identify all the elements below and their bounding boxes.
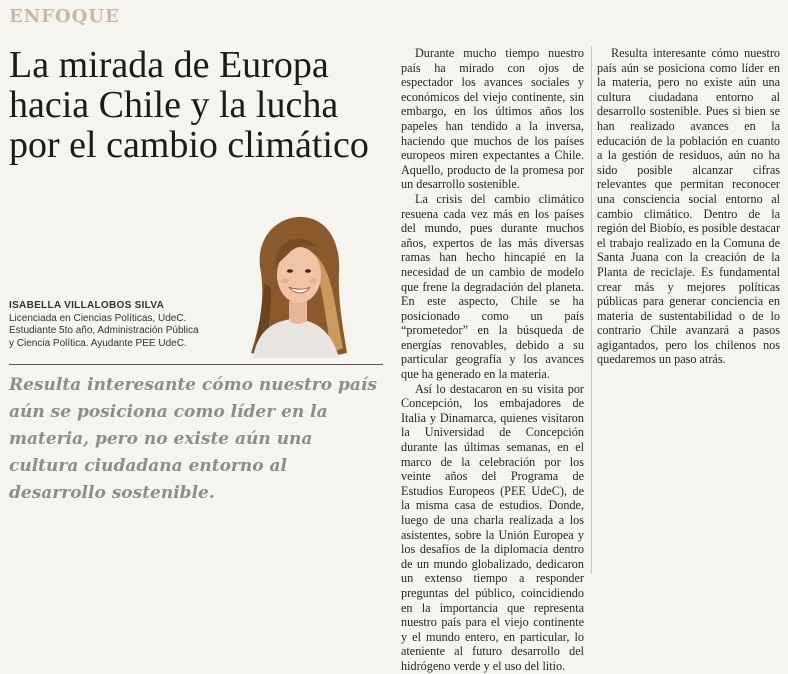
body-column-1 bbox=[401, 46, 584, 674]
body-paragraph: Así lo destacaron en su visita por Concepción, los embajadores de Italia y Dinamarca, quienes visitaron la Universidad de Concepción durante las últimas semanas, en el marco de la celebración por los veinte años del Programa de Estudios Europeos (PEE UdeC), de la misma casa de estudios. Donde, luego de una charla realizada a los asistentes, sobre la Unión Europea y los desafíos de la diplomacia dentro de un mundo globalizado, dedicaron un extenso tiempo a responder preguntas del público, coincidiendo en la importancia que representa nuestro país para el viejo continente y el mundo entero, en particular, lo atenientе al futuro desarrollo del hidrógeno verde y el uso del litio. bbox=[401, 381, 584, 673]
author-credential-3: y Ciencia Política. Ayudante PEE UdeC. bbox=[9, 337, 187, 349]
pull-quote: Resulta interesante cómo nuestro país aún se posiciona como líder en la materia, pero no existe aún una cultura ciudadana entorno al desarrollo sostenible. bbox=[9, 375, 377, 503]
author-byline bbox=[9, 300, 239, 350]
body-paragraph: Resulta interesante cómo nuestro país aún se posiciona como líder en la materia, pero no existe aún una cultura ciudadana entorno al desarrollo sostenible. Pues si bien se han realizado avances en la educación de la población en cuanto a la gestión de residuos, aún no ha sido posible alcanzar cifras relevantes que permitan reconocer una consciencia social entorno al cambio climático. Dentro de la región del Biobío, es posible destacar el trabajo realizado en la Comuna de Santa Juana con la creación de la Planta de reciclaje. Es fundamental crear más y mejores políticas públicas para generar conciencia en materia de sustentabilidad o de lo contrario Chile avanzará a pasos agigantados, pero los chilenos nos quedaremos un paso atrás. bbox=[597, 46, 780, 367]
body-paragraph: La crisis del cambio climático resuena cada vez más en los países del mundo, pues durante muchos años, expertos de las más diversas ramas han hecho hincapié en la necesidad de un cambio de modelo que frene la degradación del planeta. En este aspecto, Chile se ha posicionado como un país “prometedor” en la búsqueda de energías renovables, debido a su particular geografía y los avances que ha generado en la materia. bbox=[401, 191, 584, 382]
author-credential-2: Estudiante 5to año, Administración Pública bbox=[9, 325, 199, 336]
pull-quote-rule-top bbox=[9, 364, 383, 365]
column-divider bbox=[591, 46, 592, 574]
author-credential-1: Licenciada en Ciencias Políticas, UdeC. bbox=[9, 312, 187, 324]
body-column-2 bbox=[597, 46, 780, 367]
section-tag: ENFOQUE bbox=[9, 6, 120, 27]
author-photo bbox=[243, 213, 351, 358]
headline: La mirada de Europa hacia Chile y la lucha por el cambio climático bbox=[9, 44, 369, 166]
body-paragraph: Durante mucho tiempo nuestro país ha mirado con ojos de espectador los avances sociales y económicos del viejo continente, sin embargo, en los últimos años los papeles han tendido a la inversa, haciendo que muchos de los países europeos miren expectantes a Chile. Aquello, producto de la promesa por un desarrollo sostenible. bbox=[401, 46, 584, 192]
author-name: ISABELLA VILLALOBOS SILVA bbox=[9, 300, 165, 311]
